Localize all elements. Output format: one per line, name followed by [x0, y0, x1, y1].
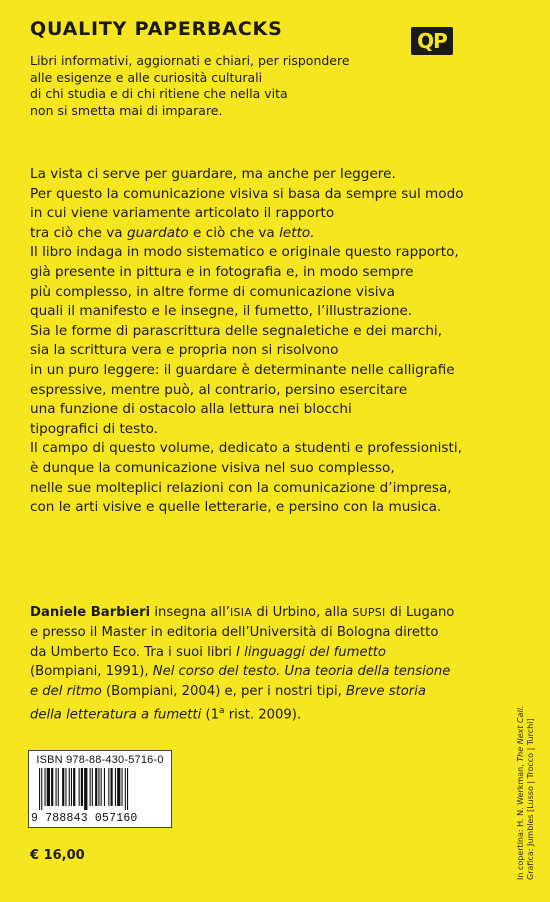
- book-title: Nel corso del testo. Una teoria della tensione: [152, 664, 451, 680]
- description-line: La vista ci serve per guardare, ma anche per leggere.: [30, 166, 396, 182]
- supsi-acronym: SUPSI: [352, 606, 386, 619]
- text-fragment: da Umberto Eco. Tra i suoi libri: [30, 644, 237, 660]
- emphasis-letto: letto.: [279, 224, 315, 241]
- superscript: a: [219, 705, 225, 716]
- text-fragment: rist. 2009).: [224, 707, 302, 723]
- cover-credits: [516, 705, 536, 880]
- description-line: Il libro indaga in modo sistematico e originale questo rapporto,: [30, 244, 459, 261]
- price: € 16,00: [30, 848, 85, 863]
- text-fragment: e ciò che va: [188, 224, 280, 241]
- description-line: in cui viene variamente articolato il rapporto: [30, 205, 335, 222]
- author-line: [30, 662, 454, 682]
- book-title: della letteratura a fumetti: [30, 707, 202, 723]
- author-line: e presso il Master in editoria dell’Università di Bologna diretto: [30, 624, 439, 640]
- text-fragment: (1: [201, 707, 220, 723]
- cover-credit-line: [516, 705, 526, 880]
- graphics-credit-line: Grafica: Jumbles [Lusso | Trocco | Turchi]: [526, 718, 535, 880]
- text-fragment: insegna all’: [150, 605, 230, 620]
- text-fragment: di Urbino, alla: [252, 605, 353, 620]
- author-name: Daniele Barbieri: [30, 605, 151, 620]
- author-line: [30, 603, 454, 623]
- series-tagline: [30, 53, 410, 119]
- description-line: tipografici di testo.: [30, 420, 158, 437]
- text-fragment: (Bompiani, 1991),: [30, 664, 153, 680]
- qp-logo: QP: [411, 27, 453, 55]
- description-line: [30, 224, 464, 244]
- tagline-line: Libri informativi, aggiornati e chiari, per rispondere: [30, 53, 350, 68]
- tagline-line: non si smetta mai di imparare.: [30, 102, 223, 118]
- text-fragment: (Bompiani, 2004) e, per i nostri tipi,: [101, 684, 346, 700]
- tagline-line: di chi studia e di chi ritiene che nella vita: [30, 86, 288, 101]
- isbn-barcode: [28, 750, 172, 828]
- description-line: sia la scrittura vera e propria non si risolvono: [30, 342, 339, 359]
- author-bio: [30, 603, 454, 725]
- author-line: [30, 682, 454, 702]
- text-fragment: di Lugano: [385, 605, 455, 620]
- description-line: con le arti visive e quelle letterarie, e persino con la musica.: [30, 499, 442, 516]
- tagline-line: alle esigenze e alle curiosità culturali: [30, 69, 263, 85]
- barcode-bars-icon: [37, 768, 163, 810]
- description-line: Sia le forme di parascrittura delle segnaletiche e dei marchi,: [30, 322, 443, 339]
- isia-acronym: ISIA: [229, 606, 253, 619]
- description-line: già presente in pittura e in fotografia e, in modo sempre: [30, 263, 414, 280]
- description-line: nelle sue molteplici relazioni con la comunicazione d’impresa,: [30, 479, 452, 496]
- isbn-label: ISBN 978-88-430-5716-0: [36, 754, 164, 766]
- description-line: espressive, mentre può, al contrario, persino esercitare: [30, 381, 408, 398]
- series-title: QUALITY PAPERBACKS: [30, 18, 283, 40]
- barcode-digits: 9 788843 057160: [31, 812, 138, 825]
- author-line: [30, 643, 454, 663]
- book-title: I linguaggi del fumetto: [236, 644, 386, 660]
- description-line: quali il manifesto e le insegne, il fumetto, l’illustrazione.: [30, 303, 413, 320]
- description-line: più complesso, in altre forme di comunicazione visiva: [30, 283, 395, 300]
- book-title: e del ritmo: [30, 684, 102, 700]
- description-line: è dunque la comunicazione visiva nel suo complesso,: [30, 459, 395, 476]
- book-description: [30, 165, 464, 518]
- description-line: Per questo la comunicazione visiva si basa da sempre sul modo: [30, 185, 464, 202]
- text-fragment: In copertina: H. N. Werkman,: [516, 761, 525, 880]
- author-line: [30, 702, 454, 725]
- book-title: Breve storia: [346, 684, 426, 700]
- description-line: Il campo di questo volume, dedicato a studenti e professionisti,: [30, 440, 462, 457]
- text-fragment: tra ciò che va: [30, 224, 127, 241]
- description-line: una funzione di ostacolo alla lettura nei blocchi: [30, 401, 352, 418]
- emphasis-guardato: guardato: [126, 224, 189, 241]
- description-line: in un puro leggere: il guardare è determinante nelle calligrafie: [30, 361, 455, 378]
- artwork-title: The Next Call.: [516, 705, 525, 762]
